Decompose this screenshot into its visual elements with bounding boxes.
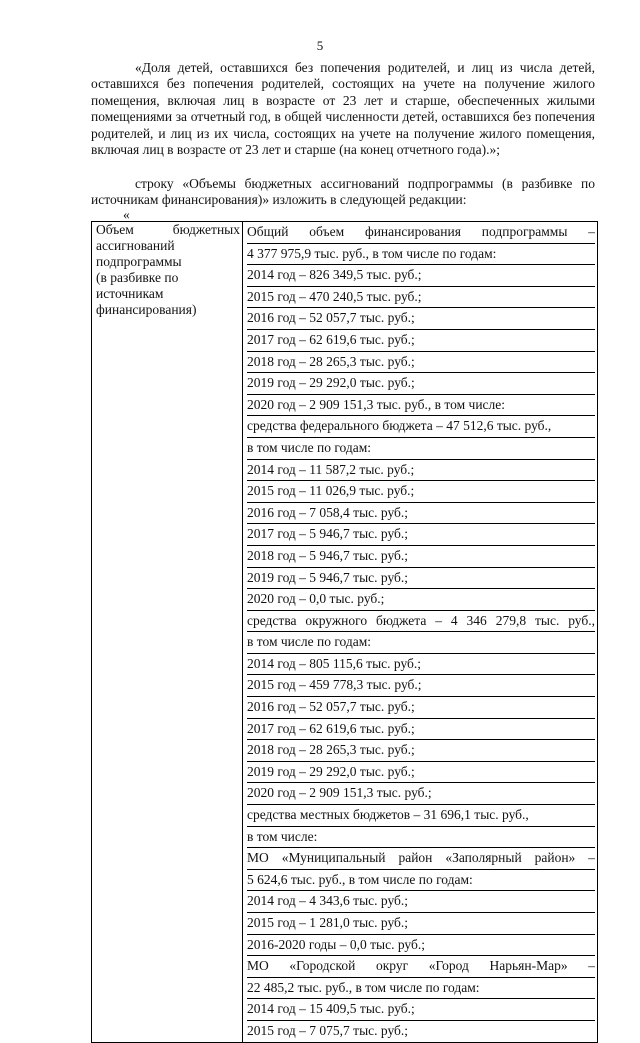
value-line: 2019 год – 5 946,7 тыс. руб.;	[247, 568, 595, 590]
value-line: 2018 год – 28 265,3 тыс. руб.;	[247, 740, 595, 762]
value-line: 2015 год – 1 281,0 тыс. руб.;	[247, 913, 595, 935]
label-line: Объем бюджетных	[96, 222, 240, 237]
budget-table	[91, 221, 598, 1043]
value-line: 4 377 975,9 тыс. руб., в том числе по годам:	[247, 244, 595, 266]
value-line: 2014 год – 4 343,6 тыс. руб.;	[247, 891, 595, 913]
value-line: МО «Муниципальный район «Заполярный район» –	[247, 848, 595, 870]
value-line: средства федерального бюджета – 47 512,6 тыс. руб.,	[247, 416, 595, 438]
value-line: 2015 год – 7 075,7 тыс. руб.;	[247, 1022, 409, 1038]
label-line: ассигнований	[96, 238, 175, 253]
value-line: 2017 год – 62 619,6 тыс. руб.;	[247, 330, 595, 352]
value-line: 2016 год – 52 057,7 тыс. руб.;	[247, 308, 595, 330]
opening-quote: «	[123, 207, 130, 222]
value-line: 2015 год – 459 778,3 тыс. руб.;	[247, 675, 595, 697]
value-line: МО «Городской округ «Город Нарьян-Мар» –	[247, 956, 595, 978]
value-line: 2015 год – 470 240,5 тыс. руб.;	[247, 287, 595, 309]
label-lines	[96, 222, 240, 318]
page-number: 5	[316, 38, 324, 53]
value-line: в том числе по годам:	[247, 632, 595, 654]
paragraph-instruction: строку «Объемы бюджетных ассигнований подпрограммы (в разбивке по источникам финансирования)» изложить в следующей редакции:	[91, 176, 595, 208]
value-line: 2016 год – 52 057,7 тыс. руб.;	[247, 697, 595, 719]
value-lines	[247, 222, 595, 1042]
paragraph-indicator-text: «Доля детей, оставшихся без попечения родителей, и лиц из числа детей, оставшихся без попечения родителей, состоящих на учете на получение жилого помещения, включая лиц в возрасте от 23 лет и старше, обеспеченных жилыми помещениями за отчетный год, в общей численности детей, оставшихся без попечения родителей, и лиц из их числа, состоящих на учете на получение жилого помещения, включая лиц в возрасте от 23 лет и старше (на конец отчетного года).»;	[91, 60, 595, 158]
value-line: 22 485,2 тыс. руб., в том числе по годам:	[247, 978, 595, 1000]
value-line: 2019 год – 29 292,0 тыс. руб.;	[247, 762, 595, 784]
table-row	[92, 222, 598, 1043]
table-label-cell	[92, 222, 243, 1043]
value-line: 2018 год – 28 265,3 тыс. руб.;	[247, 352, 595, 374]
label-line: источникам	[96, 286, 164, 301]
value-line: 2016 год – 7 058,4 тыс. руб.;	[247, 503, 595, 525]
table-value-cell	[243, 222, 598, 1043]
value-line: в том числе:	[247, 827, 595, 849]
value-line: Общий объем финансирования подпрограммы –	[247, 222, 595, 244]
value-line: средства окружного бюджета – 4 346 279,8 тыс. руб.,	[247, 611, 595, 633]
value-line: 2018 год – 5 946,7 тыс. руб.;	[247, 546, 595, 568]
value-line: 2014 год – 11 587,2 тыс. руб.;	[247, 460, 595, 482]
value-line: 2014 год – 15 409,5 тыс. руб.;	[247, 999, 595, 1021]
value-line: 5 624,6 тыс. руб., в том числе по годам:	[247, 870, 595, 892]
value-line: 2017 год – 62 619,6 тыс. руб.;	[247, 719, 595, 741]
label-line: финансирования)	[96, 302, 197, 317]
value-line: 2019 год – 29 292,0 тыс. руб.;	[247, 373, 595, 395]
value-line: 2020 год – 2 909 151,3 тыс. руб., в том числе:	[247, 395, 595, 417]
value-line: в том числе по годам:	[247, 438, 595, 460]
value-line: 2020 год – 2 909 151,3 тыс. руб.;	[247, 783, 595, 805]
value-line: 2020 год – 0,0 тыс. руб.;	[247, 589, 595, 611]
label-line: подпрограммы	[96, 254, 182, 269]
value-line: 2015 год – 11 026,9 тыс. руб.;	[247, 481, 595, 503]
value-line: 2014 год – 805 115,6 тыс. руб.;	[247, 654, 595, 676]
value-line: 2014 год – 826 349,5 тыс. руб.;	[247, 265, 595, 287]
label-line: (в разбивке по	[96, 270, 179, 285]
value-line: средства местных бюджетов – 31 696,1 тыс. руб.,	[247, 805, 595, 827]
value-line: 2016-2020 годы – 0,0 тыс. руб.;	[247, 935, 595, 957]
value-line: 2017 год – 5 946,7 тыс. руб.;	[247, 524, 595, 546]
